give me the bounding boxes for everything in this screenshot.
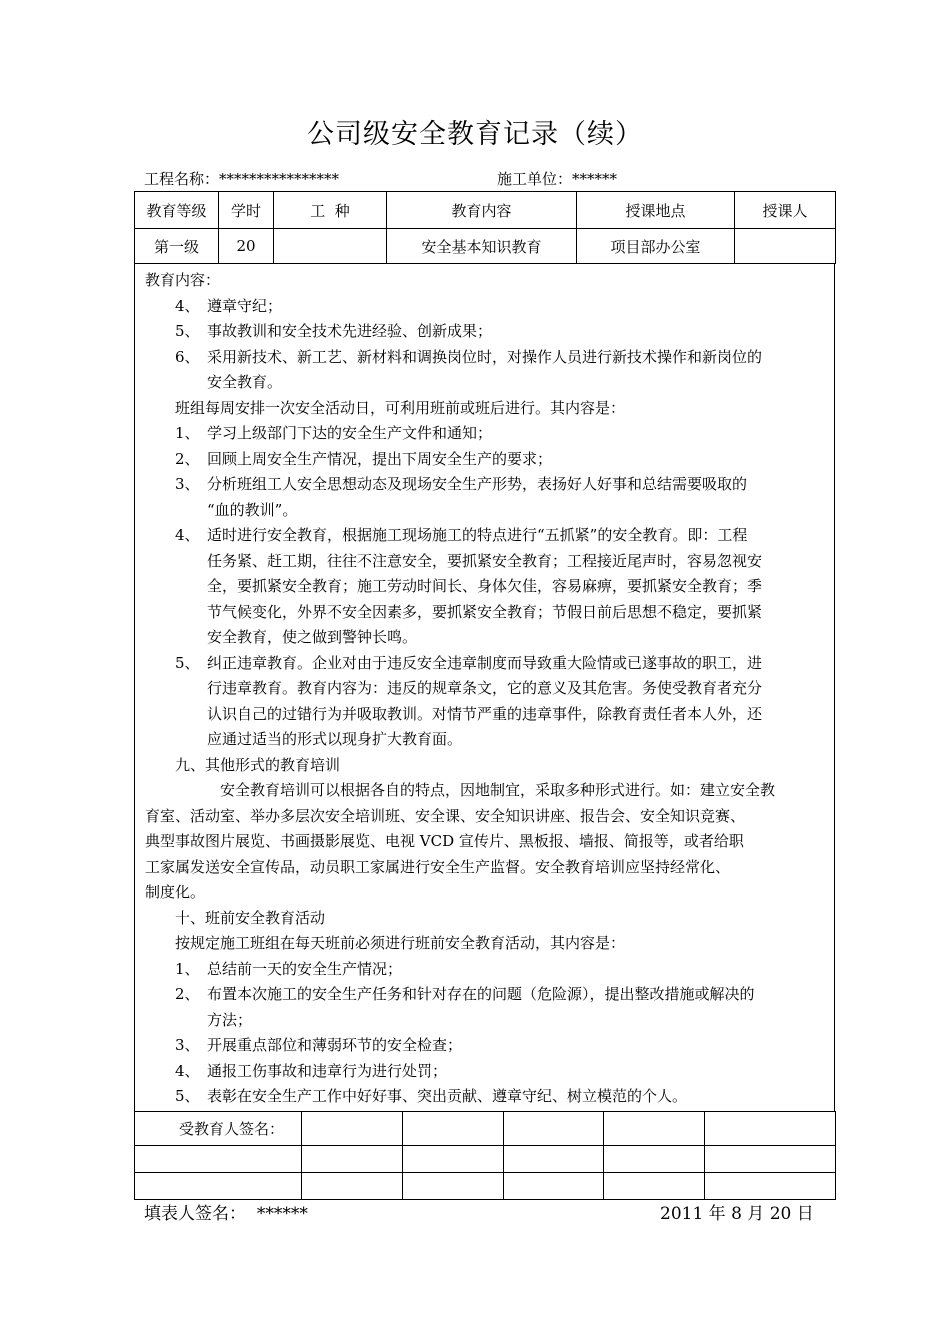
page-title: 公司级安全教育记录（续） [307,119,643,150]
list-item [145,294,827,320]
content-list-b [145,421,827,753]
text-line: 节气候变化，外界不安全因素多，要抓紧安全教育；节假日前后思想不稳定，要抓紧 [207,602,763,621]
signature-cell[interactable] [604,1112,705,1146]
content-heading: 教育内容： [145,271,221,289]
cell-location: 项目部办公室 [577,229,735,264]
list-item [145,421,827,447]
text-line: 认识自己的过错行为并吸取教训。对情节严重的违章事件，除教育责任者本人外，还 [207,704,763,723]
text-line: 开展重点部位和薄弱环节的安全检查； [207,1036,463,1054]
text-line: 事故教训和安全技术先进经验、创新成果； [207,322,493,340]
list-item-text [207,1033,827,1059]
unit-label: 施工单位： [497,170,573,188]
text-line: 行违章教育。教育内容为：违反的规章条文，它的意义及其危害。务使受教育者充分 [207,679,763,697]
education-content-text [145,268,827,1110]
text-line: 遵章守纪； [207,296,283,315]
signature-cell[interactable] [135,1146,302,1173]
text-line: 适时进行安全教育，根据施工现场施工的特点进行“五抓紧”的安全教育。即：工程 [207,526,748,544]
signature-cell[interactable] [403,1112,504,1146]
text-line: 方法； [207,1010,253,1029]
header-cell-location: 授课地点 [577,192,735,229]
signature-row [135,1146,836,1173]
text-line: 通报工伤事故和违章行为进行处罚； [207,1061,448,1080]
signature-cell[interactable] [403,1173,504,1200]
list-item-text [207,447,827,473]
content-list-a [145,294,827,396]
text-line: 全，要抓紧安全教育；施工劳动时间长、身体欠佳，容易麻痹，要抓紧安全教育；季 [207,577,763,595]
construction-unit [497,168,617,189]
text-line: 育室、活动室、举办多层次安全培训班、安全课、安全知识讲座、报告会、安全知识竞赛、 [145,806,746,825]
list-item-text [207,345,827,396]
signature-cell[interactable] [504,1112,604,1146]
section10-intro: 按规定施工班组在每天班前必须进行班前安全教育活动，其内容是： [175,934,626,952]
list-item-number: 5、 [175,322,200,340]
list-item-text [207,651,827,753]
signature-cell[interactable] [403,1146,504,1173]
text-line: 任务紧、赶工期，往往不注意安全，要抓紧安全教育；工程接近尾声时，容易忽视安 [207,551,763,570]
cell-level: 第一级 [135,229,219,264]
list-item-number: 5、 [175,653,200,672]
header-cell-hours: 学时 [219,192,274,229]
text-line: 应通过适当的形式以现身扩大教育面。 [207,730,463,748]
signature-cell[interactable] [302,1146,403,1173]
filler-value: ****** [256,1204,308,1224]
list-item-number: 4、 [175,1061,200,1080]
project-value: **************** [219,170,340,188]
header-cell-teacher: 授课人 [735,192,836,229]
project-label: 工程名称： [144,170,220,188]
text-line: 工家属发送安全宣传品，动员职工家属进行安全生产监督。安全教育培训应坚持经常化、 [145,857,731,876]
signature-table [134,1111,836,1200]
list-item [145,345,827,396]
list-item-text [207,472,827,523]
signature-cell[interactable] [604,1173,705,1200]
list-item [145,651,827,753]
content-list-c [145,957,827,1110]
list-item-number: 5、 [175,1087,200,1105]
list-item-text [207,294,827,320]
list-item-text [207,319,827,345]
filler-label: 填表人签名： [144,1204,246,1224]
list-item-number: 6、 [175,347,200,366]
signature-cell[interactable] [504,1173,604,1200]
text-line: 总结前一天的安全生产情况； [207,959,403,978]
record-date: 2011 年 8 月 20 日 [660,1204,814,1224]
cell-content: 安全基本知识教育 [387,229,577,264]
list-item-number: 2、 [175,449,200,468]
text-line: 回顾上周安全生产情况，提出下周安全生产的要求； [207,449,553,468]
list-item-number: 1、 [175,959,200,978]
filler-signature [144,1199,308,1224]
signature-row [135,1112,836,1146]
header-cell-level: 教育等级 [135,192,219,229]
list-item [145,319,827,345]
cell-teacher [735,229,836,264]
text-line: 分析班组工人安全思想动态及现场安全生产形势，表扬好人好事和总结需要吸取的 [207,475,748,493]
list-item-number: 2、 [175,985,200,1003]
table-header-row [135,192,836,229]
text-line: 采用新技术、新工艺、新材料和调换岗位时，对操作人员进行新技术操作和新岗位的 [207,347,763,366]
paragraph-weekly: 班组每周安排一次安全活动日，可利用班前或班后进行。其内容是： [175,398,626,417]
list-item-text [207,1084,827,1110]
project-name [144,168,339,189]
list-item-text [207,957,827,983]
list-item [145,523,827,651]
text-line: 安全教育培训可以根据各自的特点，因地制宜，采取多种形式进行。如：建立安全教 [220,781,776,799]
text-line: 布置本次施工的安全生产任务和针对存在的问题（危险源），提出整改措施或解决的 [207,985,755,1003]
section9-title: 九、其他形式的教育培训 [175,755,341,774]
text-line: 纠正违章教育。企业对由于违反安全违章制度而导致重大险情或已遂事故的职工，进 [207,653,763,672]
header-cell-content: 教育内容 [387,192,577,229]
section10-title: 十、班前安全教育活动 [175,908,326,927]
header-cell-trade: 工 种 [274,192,387,229]
unit-value: ****** [572,170,618,188]
list-item-text [207,421,827,447]
signature-cell[interactable] [604,1146,705,1173]
cell-hours: 20 [219,229,274,264]
signature-cell[interactable] [302,1173,403,1200]
signature-cell[interactable] [705,1112,836,1146]
list-item-number: 4、 [175,296,200,315]
list-item-text [207,1059,827,1085]
list-item [145,982,827,1033]
signature-cell[interactable] [705,1173,836,1200]
text-line: 安全教育，使之做到警钟长鸣。 [207,628,418,646]
text-line: 典型事故图片展览、书画摄影展览、电视 VCD 宣传片、黑板报、墙报、简报等，或者给职 [145,832,744,850]
text-line: “血的教训”。 [207,500,298,519]
list-item [145,1059,827,1085]
table-row [135,229,836,264]
list-item [145,1033,827,1059]
text-line: 学习上级部门下达的安全生产文件和通知； [207,424,493,442]
info-table [134,191,836,264]
list-item-number: 1、 [175,424,200,442]
text-line: 表彰在安全生产工作中好好事、突出贡献、遵章守纪、树立模范的个人。 [207,1087,688,1105]
signature-cell[interactable] [135,1173,302,1200]
education-content-box [134,264,835,1111]
list-item-number: 4、 [175,526,200,544]
list-item [145,1084,827,1110]
list-item-number: 3、 [175,1036,200,1054]
list-item [145,472,827,523]
section9-paragraph [145,778,827,906]
list-item-text [207,523,827,651]
list-item [145,447,827,473]
list-item-number: 3、 [175,475,200,493]
signature-label: 受教育人签名： [135,1112,302,1146]
list-item-text [207,982,827,1033]
cell-trade [274,229,387,264]
list-item [145,957,827,983]
text-line: 制度化。 [145,883,206,901]
signature-cell[interactable] [705,1146,836,1173]
signature-cell[interactable] [504,1146,604,1173]
text-line: 安全教育。 [207,373,283,391]
signature-cell[interactable] [302,1112,403,1146]
signature-row [135,1173,836,1200]
